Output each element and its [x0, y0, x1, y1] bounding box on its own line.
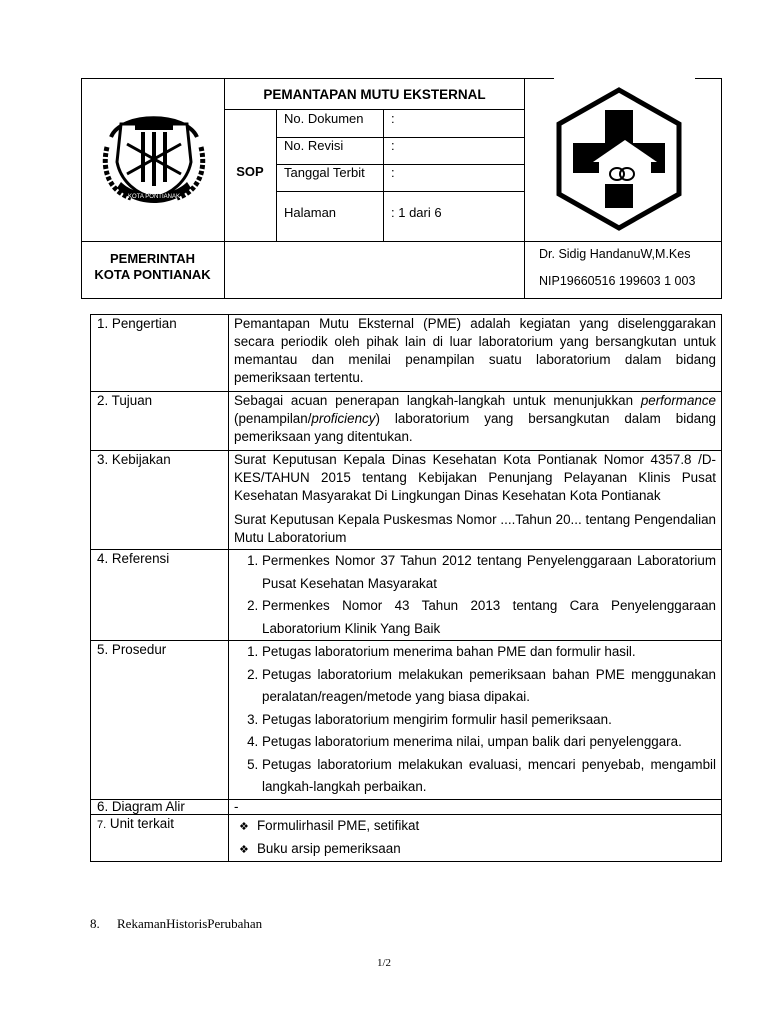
- list-item: 3. Petugas laboratorium mengirim formulir hasil pemeriksaan.: [262, 709, 716, 732]
- list-item: ❖ Formulirhasil PME, setifikat: [239, 815, 716, 838]
- field-value-no-dokumen: :: [391, 111, 395, 126]
- referensi-list: [234, 550, 716, 640]
- row-diagram-alir: [91, 799, 722, 814]
- prosedur-list-cell: [229, 641, 722, 800]
- kebijakan-paragraph-2: Surat Keputusan Kepala Puskesmas Nomor ....Tahun 20... tentang Pengendalian Mutu Laboratorium: [234, 512, 716, 545]
- row-label: [91, 814, 229, 861]
- page-number: 1/2: [376, 957, 392, 969]
- pengertian-text: Pemantapan Mutu Eksternal (PME) adalah kegiatan yang diselenggarakan secara periodik oleh pihak lain di luar laboratorium yang bersangkutan untuk memantau dan menilai penampilan suatu laboratorium dalam bidang pemeriksaan tertentu.: [229, 315, 722, 392]
- field-value-no-revisi: :: [391, 138, 395, 153]
- signer-nip: NIP19660516 199603 1 003: [539, 274, 696, 288]
- kebijakan-text: [229, 451, 722, 550]
- list-item: 2. Petugas laboratorium melakukan pemeriksaan bahan PME menggunakan peralatan/reagen/metode yang biasa dipakai.: [262, 664, 716, 709]
- sop-content-table: [90, 314, 722, 862]
- unit-label-number: 7.: [97, 818, 107, 831]
- prosedur-list: [234, 641, 716, 799]
- sop-header: [81, 78, 722, 299]
- kebijakan-paragraph-1: Surat Keputusan Kepala Dinas Kesehatan Kota Pontianak Nomor 4357.8 /D-KES/TAHUN 2015 tentang Kebijakan Penunjang Pelayanan Klinis Pusat Kesehatan Masyarakat Di Lingkungan Dinas Kesehatan Kota Pontianak: [234, 452, 716, 503]
- row-referensi: [91, 550, 722, 641]
- row-pengertian: [91, 315, 722, 392]
- sop-label: SOP: [236, 164, 264, 179]
- record-history-label: RekamanHistorisPerubahan: [117, 916, 263, 931]
- list-item: ❖ Buku arsip pemeriksaan: [239, 838, 716, 861]
- puskesmas-logo: [553, 86, 685, 232]
- row-label: 2. Tujuan: [91, 392, 229, 451]
- row-label: 1. Pengertian: [91, 315, 229, 392]
- unit-list-cell: [229, 814, 722, 861]
- row-prosedur: [91, 641, 722, 800]
- city-emblem-logo: [91, 102, 217, 212]
- diamond-bullet-icon: ❖: [239, 820, 249, 833]
- field-label-no-revisi: No. Revisi: [284, 138, 344, 153]
- row-label: 3. Kebijakan: [91, 451, 229, 550]
- row-label: 6. Diagram Alir: [91, 799, 229, 814]
- list-item: 4. Petugas laboratorium menerima nilai, umpan balik dari penyelenggara.: [262, 731, 716, 754]
- unit-list: [234, 815, 716, 861]
- field-label-halaman: Halaman: [284, 205, 337, 220]
- record-history-number: 8.: [90, 916, 100, 931]
- list-item: 1. Petugas laboratorium menerima bahan PME dan formulir hasil.: [262, 641, 716, 664]
- field-label-no-dokumen: No. Dokumen: [284, 111, 364, 126]
- field-value-tanggal-terbit: :: [391, 165, 395, 180]
- signer-name: Dr. Sidig HandanuW,M.Kes: [539, 247, 691, 261]
- list-item: 1. Permenkes Nomor 37 Tahun 2012 tentang Penyelenggaraan Laboratorium Pusat Kesehatan Masyarakat: [262, 550, 716, 595]
- list-item: 5. Petugas laboratorium melakukan evaluasi, mencari penyebab, mengambil langkah-langkah perbaikan.: [262, 754, 716, 799]
- list-item: 2. Permenkes Nomor 43 Tahun 2013 tentang Cara Penyelenggaraan Laboratorium Klinik Yang Baik: [262, 595, 716, 640]
- tujuan-text: Sebagai acuan penerapan langkah-langkah untuk menunjukkan performance (penampilan/proficiency) laboratorium yang bersangkutan dalam bidang pemeriksaan yang ditentukan.: [229, 392, 722, 451]
- field-label-tanggal-terbit: Tanggal Terbit: [284, 165, 365, 180]
- diagram-alir-value: -: [229, 799, 722, 814]
- diamond-bullet-icon: ❖: [239, 843, 249, 856]
- referensi-list-cell: [229, 550, 722, 641]
- row-label: 5. Prosedur: [91, 641, 229, 800]
- row-tujuan: [91, 392, 722, 451]
- field-value-halaman: : 1 dari 6: [391, 205, 442, 220]
- row-label: 4. Referensi: [91, 550, 229, 641]
- emblem-ribbon-text: KOTA PONTIANAK: [128, 194, 180, 200]
- document-title: PEMANTAPAN MUTU EKSTERNAL: [263, 87, 486, 102]
- org-line-1: PEMERINTAH: [110, 251, 195, 266]
- row-kebijakan: [91, 451, 722, 550]
- row-unit-terkait: [91, 814, 722, 861]
- unit-label-text: Unit terkait: [109, 815, 174, 831]
- org-line-2: KOTA PONTIANAK: [94, 267, 211, 282]
